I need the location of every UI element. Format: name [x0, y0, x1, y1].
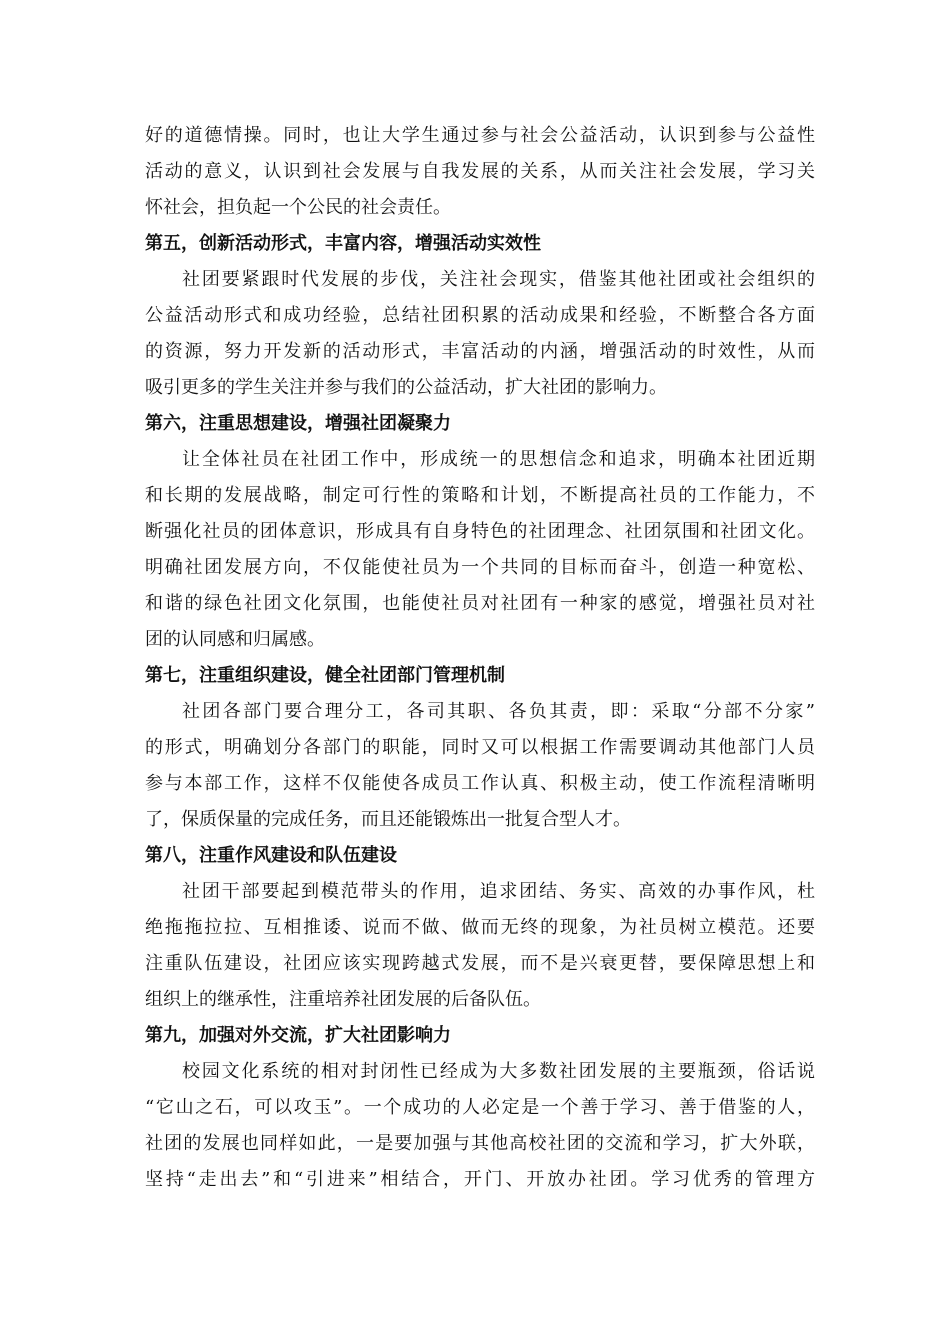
- text-line: 绝拖拖拉拉、互相推诿、说而不做、做而无终的现象，为社员树立模范。还要: [145, 917, 815, 938]
- section-heading: 第七，注重组织建设，健全社团部门管理机制: [145, 665, 505, 686]
- paragraph: [145, 118, 815, 226]
- text-line: 社团各部门要合理分工，各司其职、各负其责，即：采取“分部不分家”: [182, 701, 815, 722]
- text-line: 让全体社员在社团工作中，形成统一的思想信念和追求，明确本社团近期: [182, 449, 815, 470]
- document-body: [145, 118, 815, 1198]
- text-line: 活动的意义，认识到社会发展与自我发展的关系，从而关注社会发展，学习关: [145, 161, 815, 182]
- text-line: 怀社会，担负起一个公民的社会责任。: [145, 197, 451, 218]
- text-line: 了，保质保量的完成任务，而且还能锻炼出一批复合型人才。: [145, 809, 631, 830]
- text-line: 坚持“走出去”和“引进来”相结合，开门、开放办社团。学习优秀的管理方: [145, 1169, 815, 1190]
- text-line: 吸引更多的学生关注并参与我们的公益活动，扩大社团的影响力。: [145, 377, 667, 398]
- text-line: 参与本部工作，这样不仅能使各成员工作认真、积极主动，使工作流程清晰明: [145, 773, 815, 794]
- text-line: 社团要紧跟时代发展的步伐，关注社会现实，借鉴其他社团或社会组织的: [182, 269, 815, 290]
- section-heading: 第八，注重作风建设和队伍建设: [145, 845, 397, 866]
- text-line: 社团的发展也同样如此，一是要加强与其他高校社团的交流和学习，扩大外联，: [145, 1133, 815, 1154]
- paragraph: [145, 694, 815, 838]
- text-line: 和长期的发展战略，制定可行性的策略和计划，不断提高社员的工作能力，不: [145, 485, 815, 506]
- paragraph: [145, 1054, 815, 1198]
- text-line: 注重队伍建设，社团应该实现跨越式发展，而不是兴衰更替，要保障思想上和: [145, 953, 815, 974]
- paragraph: [145, 874, 815, 1018]
- text-line: 和谐的绿色社团文化氛围，也能使社员对社团有一种家的感觉，增强社员对社: [145, 593, 815, 614]
- text-line: 公益活动形式和成功经验，总结社团积累的活动成果和经验，不断整合各方面: [145, 305, 815, 326]
- text-line: 社团干部要起到模范带头的作用，追求团结、务实、高效的办事作风，杜: [182, 881, 815, 902]
- text-line: 断强化社员的团体意识，形成具有自身特色的社团理念、社团氛围和社团文化。: [145, 521, 815, 542]
- text-line: 的形式，明确划分各部门的职能，同时又可以根据工作需要调动其他部门人员: [145, 737, 815, 758]
- text-line: 的资源，努力开发新的活动形式，丰富活动的内涵，增强活动的时效性，从而: [145, 341, 815, 362]
- paragraph: [145, 262, 815, 406]
- text-line: 好的道德情操。同时，也让大学生通过参与社会公益活动，认识到参与公益性: [145, 125, 815, 146]
- section-heading: 第六，注重思想建设，增强社团凝聚力: [145, 413, 451, 434]
- text-line: 校园文化系统的相对封闭性已经成为大多数社团发展的主要瓶颈，俗话说: [182, 1061, 815, 1082]
- text-line: “它山之石，可以攻玉”。一个成功的人必定是一个善于学习、善于借鉴的人，: [145, 1097, 815, 1118]
- paragraph: [145, 442, 815, 658]
- text-line: 明确社团发展方向，不仅能使社员为一个共同的目标而奋斗，创造一种宽松、: [145, 557, 815, 578]
- text-line: 团的认同感和归属感。: [145, 629, 325, 650]
- section-heading: 第九，加强对外交流，扩大社团影响力: [145, 1025, 451, 1046]
- text-line: 组织上的继承性，注重培养社团发展的后备队伍。: [145, 989, 541, 1010]
- section-heading: 第五，创新活动形式，丰富内容，增强活动实效性: [145, 233, 541, 254]
